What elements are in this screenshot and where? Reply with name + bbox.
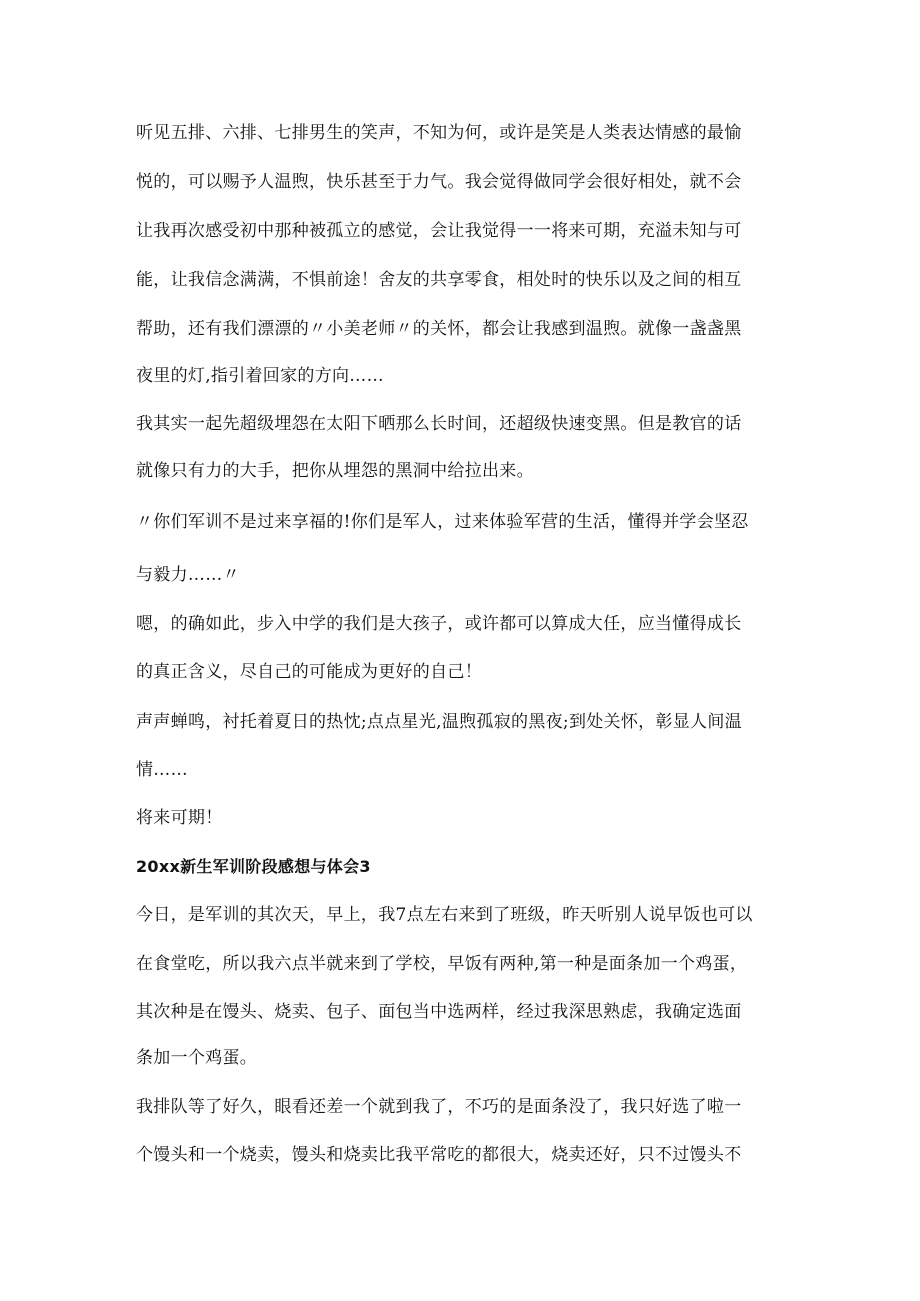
text-line: 的真正含义，尽自己的可能成为更好的自己！	[136, 662, 482, 682]
text-line: 〃你们军训不是过来享福的!你们是军人，过来体验军营的生活，懂得并学会坚忍	[136, 512, 749, 532]
text-line: 听见五排、六排、七排男生的笑声，不知为何，或许是笑是人类表达情感的最愉	[136, 123, 742, 143]
text-line: 与毅力……〃	[136, 565, 240, 585]
text-line: 夜里的灯,指引着回家的方向……	[136, 366, 384, 386]
text-line: 条加一个鸡蛋。	[136, 1048, 258, 1068]
text-line: 个馒头和一个烧卖，馒头和烧卖比我平常吃的都很大，烧卖还好，只不过馒头不	[136, 1145, 742, 1165]
text-line: 我排队等了好久，眼看还差一个就到我了，不巧的是面条没了，我只好选了啦一	[136, 1097, 742, 1117]
text-line: 就像只有力的大手，把你从埋怨的黑洞中给拉出来。	[136, 461, 534, 481]
text-line: 其次种是在馒头、烧卖、包子、面包当中选两样，经过我深思熟虑，我确定选面	[136, 1002, 742, 1022]
text-line: 在食堂吃，所以我六点半就来到了学校，早饭有两种,第一种是面条加一个鸡蛋，	[136, 954, 748, 974]
section-heading: 20xx新生军训阶段感想与体会3	[136, 857, 371, 876]
text-line: 情……	[136, 760, 188, 780]
text-line: 让我再次感受初中那种被孤立的感觉，会让我觉得一一将来可期，充溢未知与可	[136, 221, 742, 241]
text-line: 今日，是军训的其次天，早上，我7点左右来到了班级，昨天听别人说早饭也可以	[136, 905, 753, 925]
text-line: 嗯，的确如此，步入中学的我们是大孩子，或许都可以算成大任，应当懂得成长	[136, 614, 742, 634]
text-line: 将来可期！	[136, 808, 223, 828]
text-line: 声声蝉鸣，衬托着夏日的热忱;点点星光,温煦孤寂的黑夜;到处关怀，彰显人间温	[136, 712, 742, 732]
text-line: 能，让我信念满满，不惧前途！舍友的共享零食，相处时的快乐以及之间的相互	[136, 270, 742, 290]
text-line: 悦的，可以赐予人温煦，快乐甚至于力气。我会觉得做同学会很好相处，就不会	[136, 172, 742, 192]
text-line: 我其实一起先超级埋怨在太阳下晒那么长时间，还超级快速变黑。但是教官的话	[136, 414, 742, 434]
text-line: 帮助，还有我们漂漂的〃小美老师〃的关怀，都会让我感到温煦。就像一盏盏黑	[136, 319, 742, 339]
